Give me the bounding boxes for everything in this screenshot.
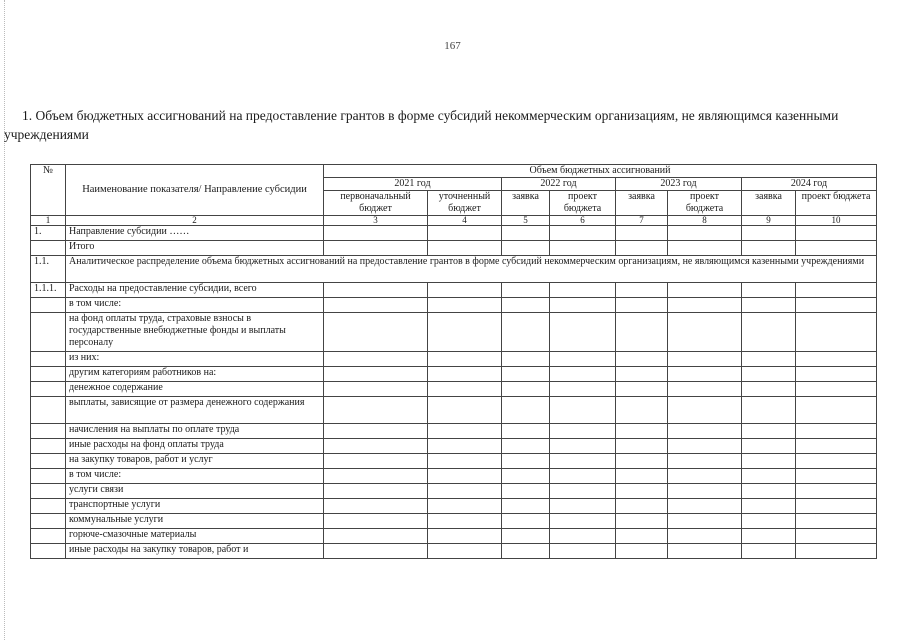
header-num: № [31,165,66,216]
row-name: на закупку товаров, работ и услуг [66,454,324,469]
col-number: 1 [31,216,66,226]
value-cell [550,484,616,499]
row-name: из них: [66,352,324,367]
value-cell [550,499,616,514]
value-cell [616,454,668,469]
value-cell [668,439,742,454]
value-cell [428,298,502,313]
value-cell [668,298,742,313]
header-sub-request-2024: заявка [742,191,796,216]
value-cell [742,313,796,352]
value-cell [324,283,428,298]
row-num [31,544,66,559]
value-cell [796,439,877,454]
header-sub-request-2022: заявка [502,191,550,216]
value-cell [428,454,502,469]
value-cell [550,241,616,256]
value-cell [616,298,668,313]
col-number: 8 [668,216,742,226]
row-name: иные расходы на фонд оплаты труда [66,439,324,454]
row-name: на фонд оплаты труда, страховые взносы в государственные внебюджетные фонды и выплаты персоналу [66,313,324,352]
row-name: начисления на выплаты по оплате труда [66,424,324,439]
value-cell [550,298,616,313]
row-num [31,424,66,439]
value-cell [796,454,877,469]
row-num [31,241,66,256]
table-row [31,256,877,283]
value-cell [742,454,796,469]
value-cell [668,529,742,544]
table-row [31,454,877,469]
value-cell [742,514,796,529]
value-cell [796,298,877,313]
value-cell [502,313,550,352]
value-cell [550,397,616,424]
header-year-2022: 2022 год [502,178,616,191]
value-cell [502,397,550,424]
value-cell [796,544,877,559]
value-cell [428,469,502,484]
value-cell [550,226,616,241]
col-number: 4 [428,216,502,226]
col-number: 6 [550,216,616,226]
value-cell [550,313,616,352]
value-cell [616,283,668,298]
row-num [31,439,66,454]
value-cell [796,499,877,514]
header-year-2021: 2021 год [324,178,502,191]
value-cell [616,469,668,484]
row-num [31,484,66,499]
value-cell [428,514,502,529]
value-cell [616,424,668,439]
row-name: другим категориям работников на: [66,367,324,382]
page-number: 167 [444,40,461,52]
value-cell [616,367,668,382]
value-cell [502,298,550,313]
row-name: коммунальные услуги [66,514,324,529]
value-cell [502,424,550,439]
value-cell [550,514,616,529]
value-cell [668,397,742,424]
section-title: 1. Объем бюджетных ассигнований на предоставление грантов в форме субсидий некоммерческим организациям, не являющимся казенными учреждениями [4,108,839,142]
value-cell [550,352,616,367]
value-cell [742,484,796,499]
value-cell [616,484,668,499]
row-name: транспортные услуги [66,499,324,514]
table-row [31,424,877,439]
value-cell [324,514,428,529]
row-name: денежное содержание [66,382,324,397]
value-cell [502,499,550,514]
value-cell [668,313,742,352]
value-cell [796,226,877,241]
col-number: 2 [66,216,324,226]
row-num [31,313,66,352]
row-num [31,514,66,529]
row-num [31,382,66,397]
value-cell [668,226,742,241]
value-cell [324,544,428,559]
header-sub-draft-2023: проект бюджета [668,191,742,216]
value-cell [324,367,428,382]
table-row [31,514,877,529]
value-cell [796,529,877,544]
value-cell [324,241,428,256]
value-cell [668,499,742,514]
header-year-2024: 2024 год [742,178,877,191]
value-cell [502,454,550,469]
value-cell [742,469,796,484]
table-row [31,484,877,499]
value-cell [742,352,796,367]
table-row [31,352,877,367]
value-cell [668,454,742,469]
value-cell [428,226,502,241]
value-cell [550,529,616,544]
value-cell [502,484,550,499]
value-cell [324,469,428,484]
value-cell [742,424,796,439]
value-cell [428,544,502,559]
row-num [31,397,66,424]
value-cell [796,469,877,484]
row-num [31,469,66,484]
value-cell [796,367,877,382]
value-cell [428,424,502,439]
value-cell [742,397,796,424]
table-row [31,367,877,382]
row-num [31,367,66,382]
value-cell [742,382,796,397]
value-cell [502,241,550,256]
header-name: Наименование показателя/ Направление субсидии [66,165,324,216]
value-cell [668,544,742,559]
value-cell [616,529,668,544]
value-cell [428,499,502,514]
header-sub-draft-2024: проект бюджета [796,191,877,216]
row-name: горюче-смазочные материалы [66,529,324,544]
value-cell [668,283,742,298]
value-cell [616,241,668,256]
budget-table [30,164,877,559]
value-cell [668,382,742,397]
value-cell [502,514,550,529]
col-number: 9 [742,216,796,226]
value-cell [428,529,502,544]
value-cell [796,397,877,424]
column-number-row [31,216,877,226]
value-cell [502,544,550,559]
value-cell [668,469,742,484]
value-cell [550,382,616,397]
value-cell [796,514,877,529]
table-row [31,397,877,424]
value-cell [668,241,742,256]
header-volume: Объем бюджетных ассигнований [324,165,877,178]
value-cell [668,424,742,439]
value-cell [502,367,550,382]
header-sub-draft-2022: проект бюджета [550,191,616,216]
value-cell [324,382,428,397]
row-name: Расходы на предоставление субсидии, всего [66,283,324,298]
value-cell [796,382,877,397]
value-cell [742,529,796,544]
value-cell [502,283,550,298]
value-cell [502,382,550,397]
row-num: 1.1.1. [31,283,66,298]
value-cell [742,499,796,514]
header-sub-request-2023: заявка [616,191,668,216]
value-cell [742,544,796,559]
value-cell [742,298,796,313]
value-cell [742,283,796,298]
row-name-total: Итого [66,241,324,256]
value-cell [324,313,428,352]
value-cell [668,514,742,529]
row-name: в том числе: [66,469,324,484]
row-num [31,529,66,544]
value-cell [502,352,550,367]
scan-edge [0,0,5,640]
col-number: 3 [324,216,428,226]
table-row [31,469,877,484]
value-cell [428,241,502,256]
value-cell [616,382,668,397]
row-num: 1.1. [31,256,66,283]
value-cell [428,367,502,382]
header-sub-revised-budget: уточненный бюджет [428,191,502,216]
value-cell [550,283,616,298]
value-cell [502,226,550,241]
row-num [31,298,66,313]
value-cell [428,283,502,298]
header-sub-initial-budget: первоначальный бюджет [324,191,428,216]
row-name: выплаты, зависящие от размера денежного содержания [66,397,324,424]
value-cell [616,514,668,529]
value-cell [324,397,428,424]
value-cell [742,439,796,454]
row-num [31,352,66,367]
col-number: 5 [502,216,550,226]
row-num [31,454,66,469]
value-cell [796,352,877,367]
value-cell [616,439,668,454]
value-cell [428,439,502,454]
table-row [31,439,877,454]
value-cell [742,367,796,382]
row-name: Направление субсидии …… [66,226,324,241]
row-num [31,499,66,514]
row-name-analytic: Аналитическое распределение объема бюджетных ассигнований на предоставление грантов в форме субсидий некоммерческим организациям, не являющимся казенными учреждениями [66,256,877,283]
value-cell [550,439,616,454]
value-cell [324,424,428,439]
value-cell [502,439,550,454]
value-cell [428,484,502,499]
value-cell [616,544,668,559]
header-year-2023: 2023 год [616,178,742,191]
table-row [31,499,877,514]
value-cell [324,226,428,241]
col-number: 7 [616,216,668,226]
table-row [31,241,877,256]
value-cell [796,241,877,256]
table-row [31,529,877,544]
value-cell [428,313,502,352]
value-cell [550,367,616,382]
table-row [31,283,877,298]
value-cell [324,499,428,514]
value-cell [796,484,877,499]
value-cell [550,454,616,469]
value-cell [324,439,428,454]
value-cell [616,352,668,367]
value-cell [796,283,877,298]
value-cell [550,469,616,484]
value-cell [324,529,428,544]
value-cell [616,226,668,241]
value-cell [550,424,616,439]
value-cell [324,454,428,469]
value-cell [616,313,668,352]
row-name: услуги связи [66,484,324,499]
value-cell [550,544,616,559]
value-cell [428,382,502,397]
table-row [31,544,877,559]
value-cell [502,529,550,544]
col-number: 10 [796,216,877,226]
value-cell [428,397,502,424]
value-cell [428,352,502,367]
value-cell [668,352,742,367]
table-row [31,382,877,397]
row-num: 1. [31,226,66,241]
value-cell [668,367,742,382]
value-cell [324,352,428,367]
value-cell [324,484,428,499]
value-cell [668,484,742,499]
row-name: иные расходы на закупку товаров, работ и [66,544,324,559]
value-cell [616,397,668,424]
value-cell [324,298,428,313]
row-name: в том числе: [66,298,324,313]
value-cell [616,499,668,514]
value-cell [742,241,796,256]
table-row [31,226,877,241]
table-row [31,298,877,313]
value-cell [502,469,550,484]
value-cell [796,313,877,352]
value-cell [796,424,877,439]
value-cell [742,226,796,241]
table-row [31,313,877,352]
